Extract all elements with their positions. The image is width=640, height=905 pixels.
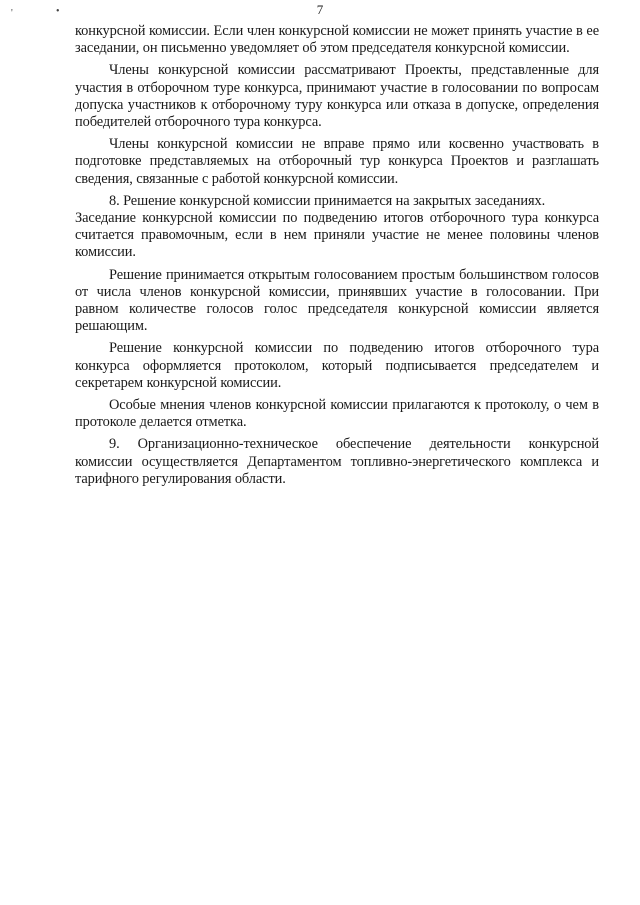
scan-mark: ' <box>11 8 13 19</box>
paragraph: Решение конкурсной комиссии по подведению итогов отборочного тура конкурса оформляется протоколом, который подписывается председателем и секретарем конкурсной комиссии. <box>75 340 599 391</box>
document-body <box>75 23 599 493</box>
paragraph-item-9: 9. Организационно-техническое обеспечение деятельности конкурсной комиссии осуществляется Департаментом топливно-энергетического комплекса и тарифного регулирования области. <box>75 436 599 487</box>
paragraph-item-8: 8. Решение конкурсной комиссии принимается на закрытых заседаниях. <box>109 192 546 209</box>
page-number: 7 <box>316 2 324 17</box>
paragraph: Члены конкурсной комиссии рассматривают Проекты, представленные для участия в отборочном туре конкурса, принимают участие в голосовании по вопросам допуска участников к отборочному туру конкурса или отказа в допуске, определения победителей отборочного тура конкурса. <box>75 62 599 131</box>
paragraph: Особые мнения членов конкурсной комиссии прилагаются к протоколу, о чем в протоколе делается отметка. <box>75 397 599 431</box>
paragraph: конкурсной комиссии. Если член конкурсной комиссии не может принять участие в ее заседании, он письменно уведомляет об этом председателя конкурсной комиссии. <box>75 23 599 57</box>
paragraph: Решение принимается открытым голосованием простым большинством голосов от числа членов конкурсной комиссии, принявших участие в голосовании. При равном количестве голосов голос председателя конкурсной комиссии является решающим. <box>75 266 599 335</box>
scan-dot: • <box>56 6 60 17</box>
paragraph: Заседание конкурсной комиссии по подведению итогов отборочного тура конкурса считается правомочным, если в нем приняли участие не менее половины членов комиссии. <box>75 210 599 261</box>
paragraph: Члены конкурсной комиссии не вправе прямо или косвенно участвовать в подготовке представляемых на отборочный тур конкурса Проектов и разглашать сведения, связанные с работой конкурсной комиссии. <box>75 136 599 187</box>
